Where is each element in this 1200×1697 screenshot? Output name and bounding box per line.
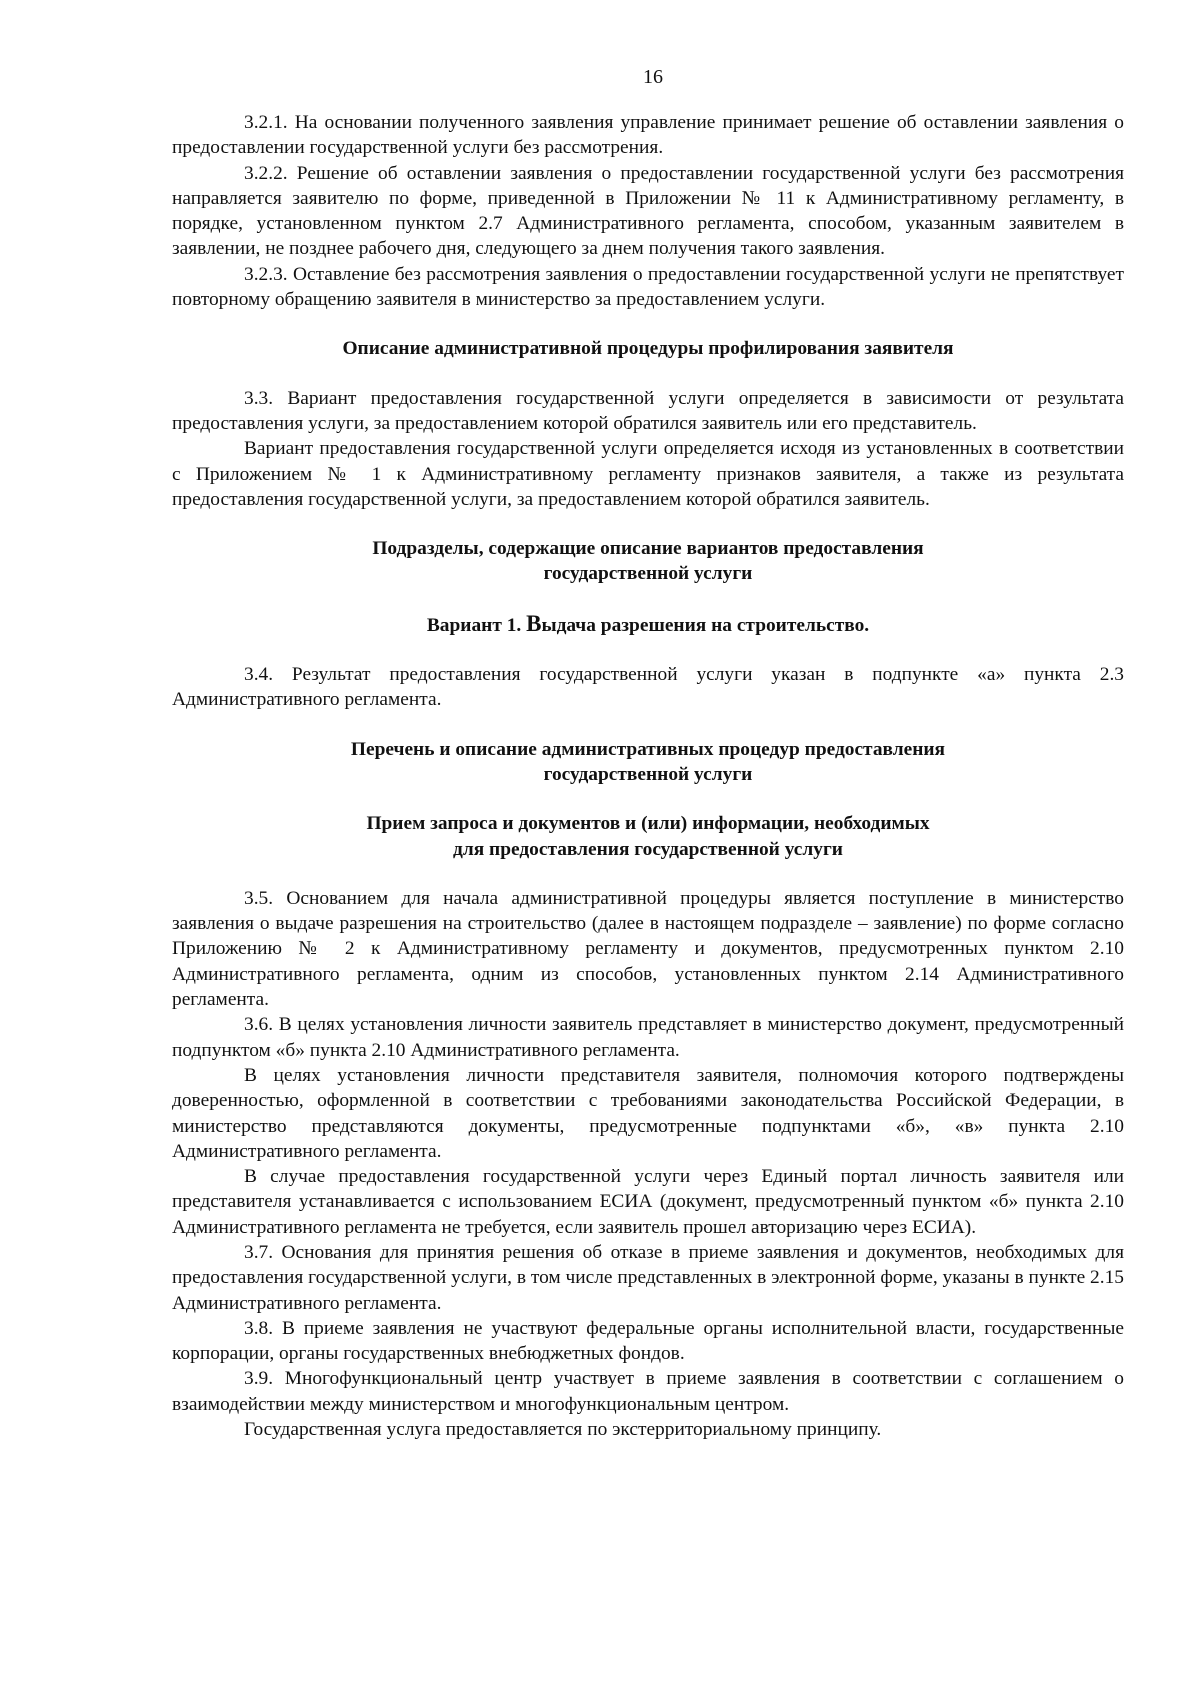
paragraph-3-7: 3.7. Основания для принятия решения об отказе в приеме заявления и документов, необходимых для предоставления государственной услуги, в том числе представленных в электронной форме, указаны в пункте 2.15 Административного регламента. — [172, 1241, 1124, 1314]
paragraph-3-3: 3.3. Вариант предоставления государственной услуги определяется в зависимости от результата предоставления услуги, за предоставлением которой обратился заявитель или его представитель. — [172, 387, 1124, 434]
variant-rest: ыдача разрешения на строительство. — [541, 614, 870, 636]
paragraph-3-2-1: 3.2.1. На основании полученного заявления управление принимает решение об оставлении заявления о предоставлении государственной услуги без рассмотрения. — [172, 112, 1124, 159]
paragraph-3-9: 3.9. Многофункциональный центр участвует в приеме заявления в соответствии с соглашением о взаимодействии между министерством и многофункциональным центром. — [172, 1368, 1124, 1415]
heading-subsections-line-2: государственной услуги — [543, 563, 753, 585]
paragraph-3-2-3: 3.2.3. Оставление без рассмотрения заявления о предоставлении государственной услуги не препятствует повторному обращению заявителя в министерство за предоставлением услуги. — [172, 263, 1124, 311]
heading-subsections-line-1: Подразделы, содержащие описание вариантов предоставления — [372, 538, 924, 560]
variant-prefix: Вариант 1. — [426, 614, 527, 636]
paragraph-variant-definition: Вариант предоставления государственной услуги определяется исходя из установленных в соответствии с Приложением № 1 к Административному регламенту признаков заявителя, а также из результата предоставления государственной услуги, за предоставлением которой обратился заявитель. — [172, 438, 1124, 510]
paragraph-3-4: 3.4. Результат предоставления государственной услуги указан в подпункте «а» пункта 2.3 Административного регламента. — [172, 664, 1124, 711]
page-number: 16 — [643, 66, 663, 88]
heading-reception-line-2: для предоставления государственной услуги — [453, 838, 843, 860]
heading-reception-line-1: Прием запроса и документов и (или) информации, необходимых — [366, 813, 930, 835]
heading-procedures-line-2: государственной услуги — [543, 763, 753, 785]
document-page — [172, 64, 1124, 1442]
heading-subsections — [172, 536, 1124, 587]
heading-profiling: Описание административной процедуры профилирования заявителя — [342, 338, 954, 360]
paragraph-3-2-2: 3.2.2. Решение об оставлении заявления о предоставлении государственной услуги без рассмотрения направляется заявителю по форме, приведенной в Приложении № 11 к Административному регламенту, в порядке, установленном пунктом 2.7 Административного регламента, способом, указанным заявителем в заявлении, не позднее рабочего дня, следующего за днем получения такого заявления. — [172, 162, 1124, 260]
heading-variant-1 — [172, 611, 1124, 638]
variant-initial: В — [526, 610, 542, 636]
paragraph-representative: В целях установления личности представителя заявителя, полномочия которого подтверждены доверенностью, оформленной в соответствии с требованиями законодательства Российской Федерации, в министерство представляются документы, предусмотренные подпунктами «б», «в» пункта 2.10 Административного регламента. — [172, 1064, 1124, 1162]
paragraph-unified-portal: В случае предоставления государственной услуги через Единый портал личность заявителя или представителя устанавливается с использованием ЕСИА (документ, предусмотренный пунктом «б» пункта 2.10 Административного регламента не требуется, если заявитель прошел авторизацию через ЕСИА). — [172, 1166, 1124, 1238]
heading-procedures-list — [172, 737, 1124, 788]
paragraph-3-6: 3.6. В целях установления личности заявитель представляет в министерство документ, предусмотренный подпунктом «б» пункта 2.10 Административного регламента. — [172, 1014, 1124, 1061]
paragraph-3-8: 3.8. В приеме заявления не участвуют федеральные органы исполнительной власти, государственные корпорации, органы государственных внебюджетных фондов. — [172, 1317, 1124, 1365]
heading-request-reception — [172, 811, 1124, 862]
heading-procedures-line-1: Перечень и описание административных процедур предоставления — [350, 738, 946, 760]
paragraph-extraterritorial: Государственная услуга предоставляется по экстерриториальному принципу. — [244, 1419, 882, 1441]
paragraph-3-5: 3.5. Основанием для начала административной процедуры является поступление в министерство заявления о выдаче разрешения на строительство (далее в настоящем подразделе – заявление) по форме согласно Приложению № 2 к Административному регламенту и документов, предусмотренных пунктом 2.10 Административного регламента, одним из способов, установленных пунктом 2.14 Административного регламента. — [172, 887, 1124, 1011]
